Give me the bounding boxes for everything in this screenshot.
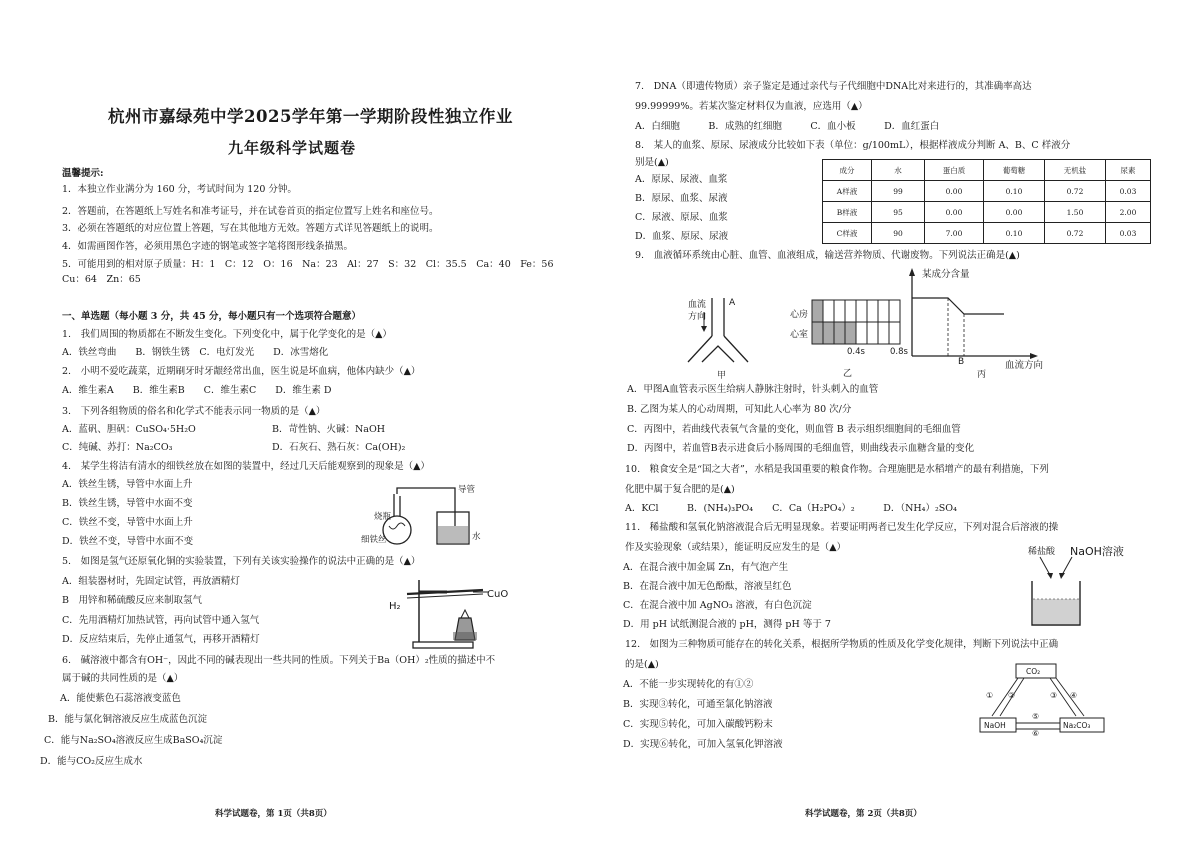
- table-cell: 2.00: [1106, 202, 1151, 223]
- table-cell: 0.72: [1045, 181, 1106, 202]
- question-stem: 5. 如图是氢气还原氧化铜的实验装置，下列有关该实验操作的说法中正确的是（▲）: [62, 556, 421, 567]
- hydrogen-reduction-apparatus-figure: [385, 570, 495, 650]
- label-flask: 烧瓶: [374, 512, 392, 522]
- option-a: A．组装器材时，先固定试管，再放酒精灯: [62, 576, 240, 587]
- option-a: A．蓝矾、胆矾：CuSO₄·5H₂O: [62, 424, 196, 435]
- neutralization-beaker-figure: [1020, 555, 1090, 627]
- option-d: D．铁丝不变，导管中水面不变: [62, 536, 194, 547]
- question-stem: 2. 小明不爱吃蔬菜，近期刷牙时牙龈经常出血，医生说是坏血病，他体内缺少（▲）: [62, 366, 421, 377]
- page-footer: 科学试题卷，第 1页（共8页）: [215, 809, 332, 819]
- option-d: D．用 pH 试纸测混合液的 pH，测得 pH 等于 7: [623, 619, 831, 630]
- label-ventricle: 心室: [790, 330, 809, 340]
- question-stem-continued: 化肥中属于复合肥的是(▲): [625, 484, 735, 495]
- question-stem: 12. 如图为三种物质可能存在的转化关系，根据所学物质的性质及化学变化规律，判断下列说法中正确: [625, 639, 1059, 650]
- table-row: [823, 181, 1151, 202]
- option-d: D．石灰石、熟石灰：Ca(OH)₂: [272, 442, 406, 453]
- label-naoh-solution: NaOH溶液: [1070, 545, 1124, 558]
- table-cell: 99: [872, 181, 925, 202]
- question-options: A．维生素A B．维生素B C．维生素C D．维生素 D: [62, 385, 332, 396]
- question-stem: 3. 下列各组物质的俗名和化学式不能表示同一物质的是（▲）: [62, 406, 326, 417]
- option-b: B 用锌和稀硫酸反应来制取氢气: [62, 595, 202, 606]
- label-fig-jia: 甲: [717, 371, 727, 381]
- exam-title: 杭州市嘉绿苑中学2025学年第一学期阶段性独立作业: [108, 107, 513, 126]
- label-h2: H₂: [389, 601, 401, 612]
- label-fig-yi: 乙: [843, 369, 853, 379]
- label-na2co3: Na₂CO₃: [1063, 721, 1091, 730]
- label-iron-wire: 细铁丝: [361, 535, 387, 545]
- table-header-cell: 尿素: [1106, 160, 1151, 181]
- label-tube: 导管: [458, 485, 476, 495]
- table-cell: 0.03: [1106, 181, 1151, 202]
- label-step-5: ⑤: [1032, 712, 1040, 721]
- question-stem-continued: 的是(▲): [625, 659, 659, 670]
- table-cell: A样液: [823, 181, 872, 202]
- option-c: C．尿液、原尿、血浆: [635, 212, 728, 223]
- table-header-cell: 水: [872, 160, 925, 181]
- question-stem: 1. 我们周围的物质都在不断发生变化。下列变化中，属于化学变化的是（▲）: [62, 329, 392, 340]
- table-cell: 0.03: [1106, 223, 1151, 244]
- option-b: B．原尿、血浆、尿液: [635, 193, 728, 204]
- table-header-cell: 无机盐: [1045, 160, 1106, 181]
- label-water: 水: [472, 532, 481, 542]
- label-time-08: 0.8s: [890, 347, 908, 357]
- question-options: A．白细胞 B．成熟的红细胞 C．血小板 D．血红蛋白: [635, 121, 940, 132]
- label-y-axis: 某成分含量: [922, 269, 970, 280]
- option-a: A．铁丝生锈，导管中水面上升: [62, 479, 193, 490]
- option-c: C．先用酒精灯加热试管，再向试管中通入氢气: [62, 615, 260, 626]
- table-cell: 90: [872, 223, 925, 244]
- question-stem-continued: 作及实验现象（或结果），能证明反应发生的是（▲）: [625, 542, 847, 553]
- label-step-1: ①: [986, 691, 994, 700]
- option-b: B．实现③转化，可通至氯化钠溶液: [623, 699, 773, 710]
- question-options: A．铁丝弯曲 B．钢铁生锈 C．电灯发光 D．冰雪熔化: [62, 347, 329, 358]
- blood-composition-table: [822, 159, 1151, 244]
- question-stem: 10. 粮食安全是“国之大者”，水稻是我国重要的粮食作物。合理施肥是水稻增产的最有利措施，下列: [625, 464, 1049, 475]
- label-step-2: ②: [1008, 691, 1016, 700]
- label-step-3: ③: [1050, 691, 1058, 700]
- content-curve-figure: [908, 268, 1038, 363]
- table-header-cell: 成分: [823, 160, 872, 181]
- label-vessel-a: A: [729, 298, 736, 308]
- option-a: A．在混合液中加金属 Zn，有气泡产生: [623, 562, 789, 573]
- table-header-cell: 蛋白质: [925, 160, 984, 181]
- question-options: A．KCl B．(NH₄)₃PO₄ C．Ca（H₂PO₄）₂ D．（NH₄）₂SO₄: [625, 503, 957, 514]
- notice-line: 4．如需画图作答，必须用黑色字迹的钢笔或签字笔将图形线条描黑。: [62, 241, 354, 252]
- option-c: C．实现⑤转化，可加入碳酸钙粉末: [623, 719, 773, 730]
- option-b: B．苛性钠、火碱：NaOH: [272, 424, 386, 435]
- option-c: C．丙图中，若曲线代表氧气含量的变化，则血管 B 表示组织细胞间的毛细血管: [627, 424, 961, 435]
- option-a: A．能使紫色石蕊溶液变蓝色: [60, 693, 181, 704]
- question-stem-continued: 别是(▲): [635, 157, 669, 168]
- label-co2: CO₂: [1026, 667, 1041, 676]
- question-stem: 9. 血液循环系统由心脏、血管、血液组成，输送营养物质、代谢废物。下列说法正确是(▲): [635, 250, 1020, 261]
- label-x-axis: 血流方向: [1005, 360, 1044, 371]
- table-header-row: [823, 160, 1151, 181]
- label-blood-flow: 血流: [688, 300, 707, 310]
- label-time-04: 0.4s: [847, 347, 865, 357]
- option-b: B．在混合液中加无色酚酞，溶液呈红色: [623, 581, 792, 592]
- option-b: B．能与氯化铜溶液反应生成蓝色沉淀: [48, 714, 207, 725]
- label-direction: 方向: [688, 312, 707, 322]
- table-cell: 0.00: [925, 181, 984, 202]
- table-cell: 0.10: [984, 223, 1045, 244]
- label-vessel-b: B: [958, 357, 965, 367]
- notice-line: 1．本独立作业满分为 160 分，考试时间为 120 分钟。: [62, 184, 297, 195]
- label-dilute-hcl: 稀盐酸: [1028, 547, 1056, 557]
- table-cell: 0.10: [984, 181, 1045, 202]
- table-cell: B样液: [823, 202, 872, 223]
- notice-line: 2．答题前，在答题纸上写姓名和准考证号，并在试卷首页的指定位置写上姓名和座位号。: [62, 206, 439, 217]
- table-cell: 0.00: [925, 202, 984, 223]
- question-stem: 7. DNA（即遗传物质）亲子鉴定是通过亲代与子代细胞中DNA比对来进行的，其准确率高达: [635, 81, 1032, 92]
- question-stem-continued: 属于碱的共同性质的是（▲）: [62, 673, 184, 684]
- table-cell: C样液: [823, 223, 872, 244]
- option-a: A．不能一步实现转化的有①②: [623, 679, 754, 690]
- table-cell: 0.00: [984, 202, 1045, 223]
- question-stem-continued: 99.99999%。若某次鉴定材料仅为血液，应选用（▲）: [635, 101, 868, 112]
- option-a: A．原尿、尿液、血浆: [635, 174, 728, 185]
- notice-line: 3．必须在答题纸的对应位置上答题，写在其他地方无效。答题方式详见答题纸上的说明。: [62, 223, 439, 234]
- exam-subtitle: 九年级科学试题卷: [228, 139, 357, 157]
- table-header-cell: 葡萄糖: [984, 160, 1045, 181]
- notice-line: Cu：64 Zn：65: [62, 274, 141, 285]
- option-d: D．反应结束后，先停止通氢气，再移开酒精灯: [62, 634, 260, 645]
- question-stem: 11. 稀盐酸和氢氧化钠溶液混合后无明显现象。若要证明两者已发生化学反应，下列对混合后溶液的操: [625, 522, 1059, 533]
- option-d: D．能与CO₂反应生成水: [40, 756, 143, 767]
- option-c: C．铁丝不变，导管中水面上升: [62, 517, 193, 528]
- notice-heading: 温馨提示:: [62, 168, 104, 179]
- cardiac-cycle-figure: [812, 300, 900, 344]
- option-d: D．血浆、原尿、尿液: [635, 231, 729, 242]
- option-d: D．实现⑥转化，可加入氢氧化钾溶液: [623, 739, 783, 750]
- option-a: A．甲图A血管表示医生给病人静脉注射时，针头刺入的血管: [627, 384, 879, 395]
- label-naoh: NaOH: [984, 721, 1006, 730]
- table-cell: 7.00: [925, 223, 984, 244]
- table-cell: 0.72: [1045, 223, 1106, 244]
- page-footer: 科学试题卷，第 2页（共8页）: [805, 809, 922, 819]
- option-d: D．丙图中，若血管B表示进食后小肠周围的毛细血管，则曲线表示血糖含量的变化: [627, 443, 975, 454]
- question-stem: 6. 碱溶液中都含有OH⁻，因此不同的碱表现出一些共同的性质。下列关于Ba（OH）₂性质的描述中不: [62, 655, 496, 666]
- label-cuo: CuO: [487, 589, 509, 600]
- table-row: [823, 223, 1151, 244]
- option-b: B. 乙图为某人的心动周期，可知此人心率为 80 次/分: [627, 404, 852, 415]
- table-cell: 1.50: [1045, 202, 1106, 223]
- label-fig-bing: 丙: [977, 370, 987, 380]
- notice-line: 5．可能用到的相对原子质量：H：1 C：12 O：16 Na：23 Al：27 S：32 Cl：35.5 Ca：40 Fe：56: [62, 259, 554, 270]
- option-c: C．能与Na₂SO₄溶液反应生成BaSO₄沉淀: [44, 735, 223, 746]
- question-stem: 8. 某人的血浆、原尿、尿液成分比较如下表（单位：g/100mL），根据样液成分判断 A、B、C 样液分: [635, 140, 1071, 151]
- section-heading: 一、单选题（每小题 3 分，共 45 分，每小题只有一个选项符合题意）: [62, 311, 362, 322]
- option-b: B．铁丝生锈，导管中水面不变: [62, 498, 193, 509]
- page-2: [600, 0, 1200, 847]
- option-c: C．纯碱、苏打：Na₂CO₃: [62, 442, 173, 453]
- label-step-4: ④: [1070, 691, 1078, 700]
- question-stem: 4. 某学生将洁有清水的细铁丝放在如图的装置中，经过几天后能观察到的现象是（▲）: [62, 461, 430, 472]
- label-atrium: 心房: [790, 310, 809, 320]
- table-cell: 95: [872, 202, 925, 223]
- label-step-6: ⑥: [1032, 729, 1040, 738]
- option-c: C．在混合液中加 AgNO₃ 溶液，有白色沉淀: [623, 600, 812, 611]
- table-row: [823, 202, 1151, 223]
